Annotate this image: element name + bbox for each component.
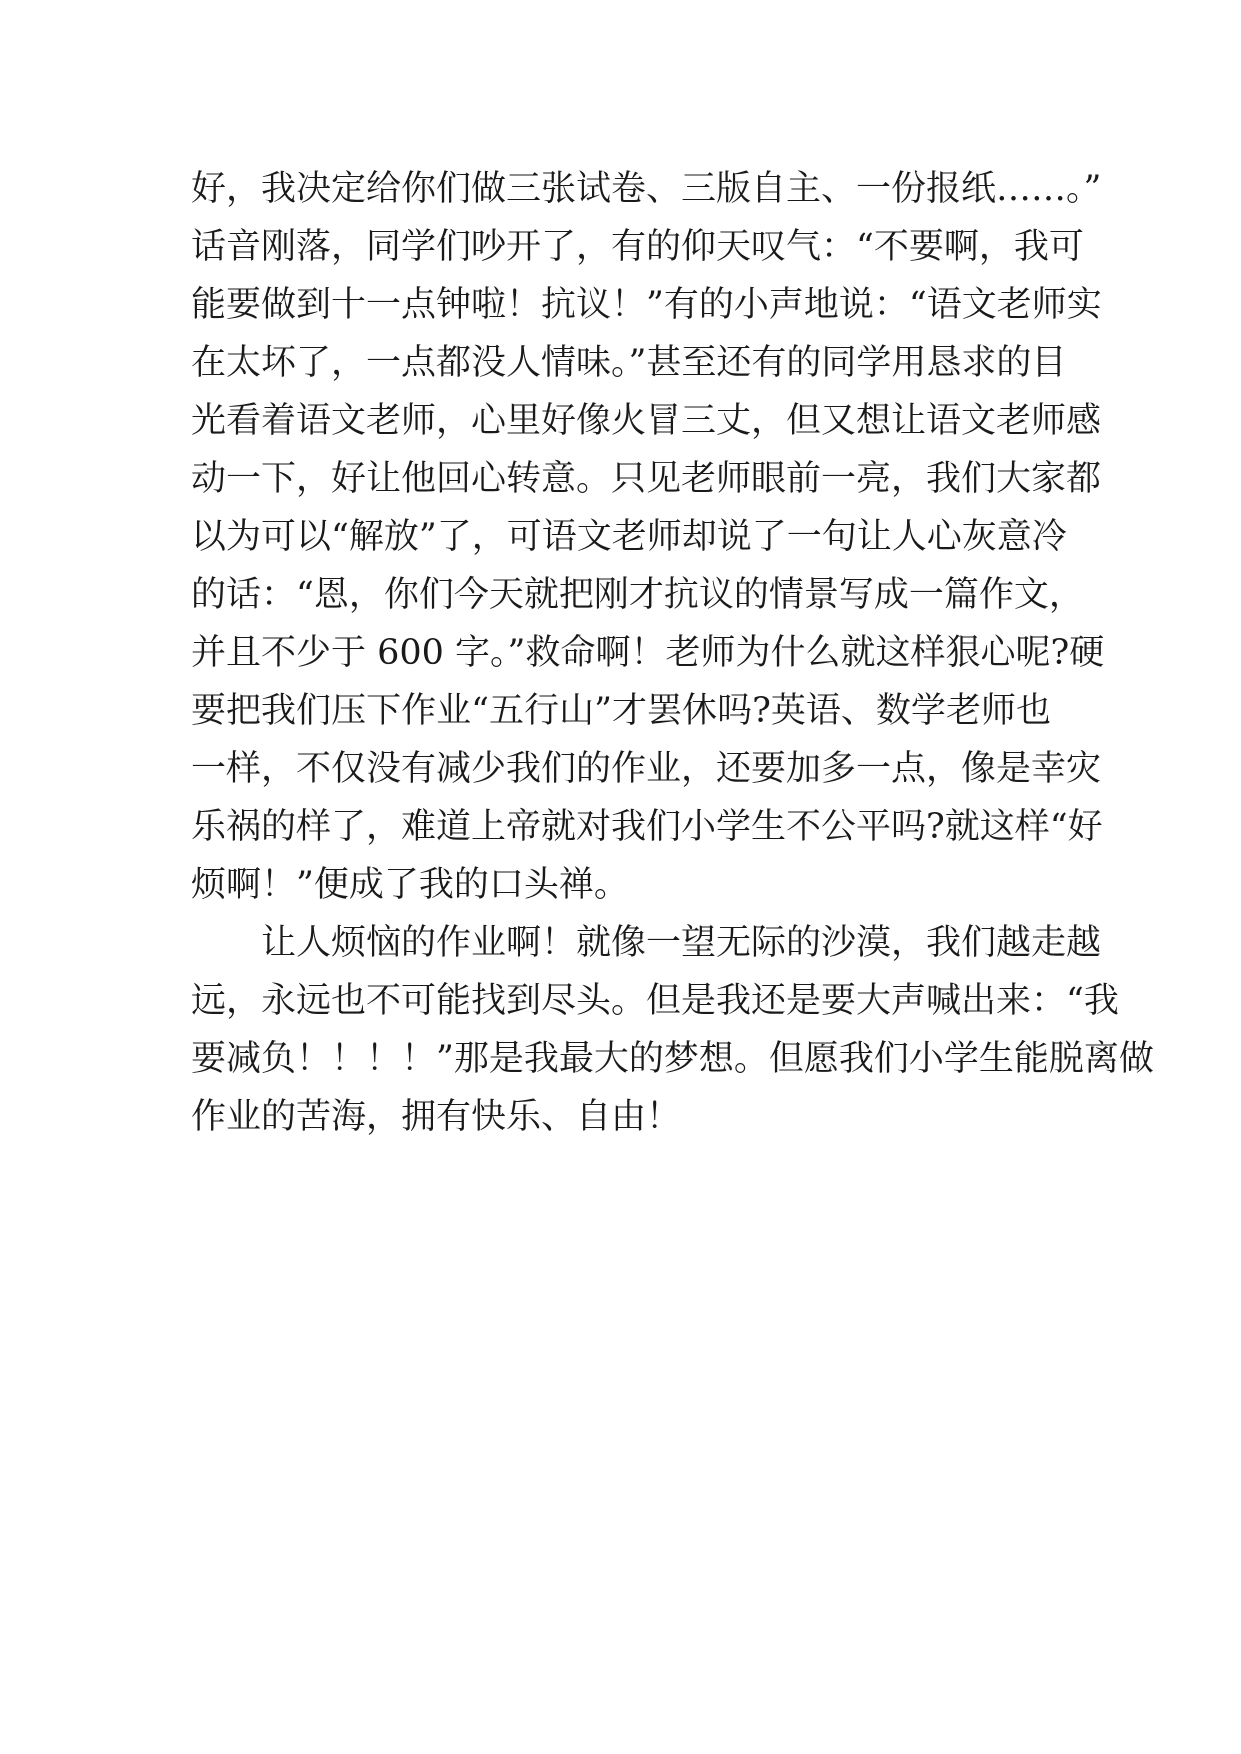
text-line: 并且不少于 600 字。”救命啊！老师为什么就这样狠心呢?硬 <box>191 633 1105 673</box>
paragraph <box>191 160 1105 914</box>
text-line: 以为可以“解放”了，可语文老师却说了一句让人心灰意冷 <box>191 517 1067 557</box>
text-line: 光看着语文老师，心里好像火冒三丈，但又想让语文老师感 <box>191 401 1102 441</box>
text-line: 动一下，好让他回心转意。只见老师眼前一亮，我们大家都 <box>191 459 1102 499</box>
document-body <box>191 160 1154 1146</box>
text-line: 远，永远也不可能找到尽头。但是我还是要大声喊出来：“我 <box>191 981 1119 1021</box>
text-line: 要减负！！！！”那是我最大的梦想。但愿我们小学生能脱离做 <box>191 1039 1154 1079</box>
text-line: 能要做到十一点钟啦！抗议！”有的小声地说：“语文老师实 <box>191 285 1102 325</box>
text-line: 乐祸的样了，难道上帝就对我们小学生不公平吗?就这样“好 <box>191 807 1103 847</box>
paragraph <box>191 914 1154 1146</box>
text-line: 话音刚落，同学们吵开了，有的仰天叹气：“不要啊，我可 <box>191 227 1084 267</box>
text-line: 作业的苦海，拥有快乐、自由！ <box>191 1097 682 1137</box>
text-line: 要把我们压下作业“五行山”才罢休吗?英语、数学老师也 <box>191 691 1051 731</box>
text-line: 在太坏了，一点都没人情味。”甚至还有的同学用恳求的目 <box>191 343 1067 383</box>
text-line: 让人烦恼的作业啊！就像一望无际的沙漠，我们越走越 <box>261 923 1102 963</box>
text-line: 一样，不仅没有减少我们的作业，还要加多一点，像是幸灾 <box>191 749 1102 789</box>
text-line: 烦啊！”便成了我的口头禅。 <box>191 865 629 905</box>
text-line: 的话：“恩，你们今天就把刚才抗议的情景写成一篇作文， <box>191 575 1084 615</box>
text-line: 好，我决定给你们做三张试卷、三版自主、一份报纸……。” <box>191 169 1102 209</box>
